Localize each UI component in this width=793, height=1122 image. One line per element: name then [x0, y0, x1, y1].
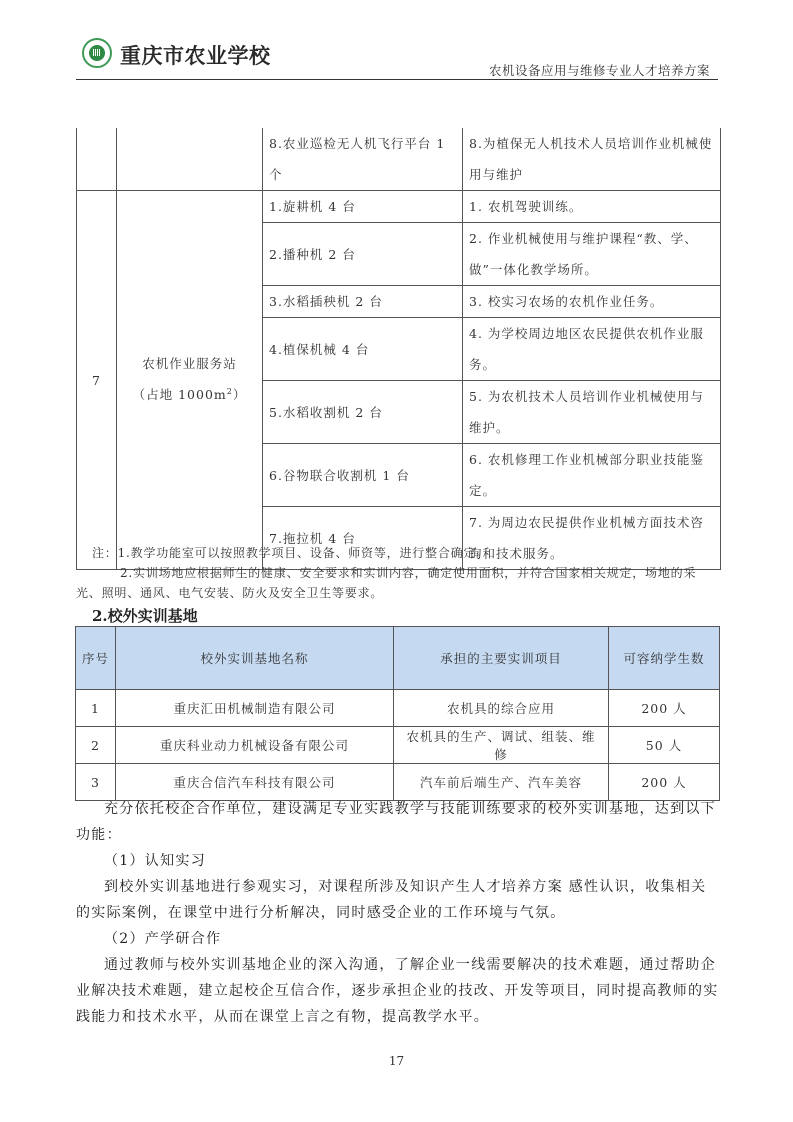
cell-project: 农机具的综合应用 [394, 690, 609, 727]
page-number: 17 [388, 1054, 405, 1068]
cell-base-name: 重庆合信汽车科技有限公司 [116, 764, 394, 801]
column-header: 校外实训基地名称 [116, 627, 394, 690]
table-row [76, 764, 720, 801]
cell-project: 农机具的生产、调试、组装、维修 [394, 727, 609, 764]
function-cell: 3. 校实习农场的农机作业任务。 [463, 286, 721, 318]
function-cell: 5. 为农机技术人员培训作业机械使用与维护。 [463, 381, 721, 444]
header-rule [76, 79, 718, 80]
cell-capacity: 200 人 [609, 690, 720, 727]
cell-capacity: 200 人 [609, 764, 720, 801]
item1-paragraph: 到校外实训基地进行参观实习，对课程所涉及知识产生人才培养方案 感性认识，收集相关的实际案例，在课堂中进行分析解决，同时感受企业的工作环境与气氛。 [76, 879, 707, 921]
column-header: 可容纳学生数 [609, 627, 720, 690]
cell-base-name: 重庆科业动力机械设备有限公司 [116, 727, 394, 764]
cell-index: 3 [76, 764, 116, 801]
cell-project: 汽车前后端生产、汽车美容 [394, 764, 609, 801]
body-text [76, 796, 720, 1030]
function-cell: 8.为植保无人机技术人员培训作业机械使用与维护 [463, 128, 721, 191]
equipment-cell: 4.植保机械 4 台 [263, 318, 463, 381]
facilities-table [76, 128, 721, 570]
equipment-cell: 5.水稻收割机 2 台 [263, 381, 463, 444]
document-title: 农机设备应用与维修专业人才培养方案 [488, 63, 710, 78]
equipment-cell: 3.水稻插秧机 2 台 [263, 286, 463, 318]
cell-index: 1 [76, 690, 116, 727]
equipment-cell: 2.播种机 2 台 [263, 223, 463, 286]
facility-area-suffix: ） [232, 387, 247, 403]
function-cell: 4. 为学校周边地区农民提供农机作业服务。 [463, 318, 721, 381]
item1-title: （1）认知实习 [104, 853, 207, 869]
external-bases-table [75, 626, 720, 801]
table-header-row [76, 627, 720, 690]
function-cell: 2. 作业机械使用与维护课程“教、学、做”一体化教学场所。 [463, 223, 721, 286]
equipment-cell: 1.旋耕机 4 台 [263, 191, 463, 223]
equipment-cell: 6.谷物联合收割机 1 台 [263, 444, 463, 507]
cell-base-name: 重庆汇田机械制造有限公司 [116, 690, 394, 727]
function-cell: 1. 农机驾驶训练。 [463, 191, 721, 223]
table-notes [76, 543, 720, 603]
note-2: 2.实训场地应根据师生的健康、安全要求和实训内容，确定使用面积，并符合国家相关规定，场地的采光、照明、通风、电气安装、防火及安全卫生等要求。 [76, 566, 697, 600]
page-header [76, 36, 718, 80]
table-row [77, 191, 721, 223]
row-index [77, 128, 117, 191]
note-1: 注：1.教学功能室可以按照教学项目、设备、师资等，进行整合确定。 [92, 546, 490, 560]
logo-building [93, 49, 101, 56]
intro-paragraph: 充分依托校企合作单位，建设满足专业实践教学与技能训练要求的校外实训基地，达到以下功能： [76, 801, 716, 843]
table-row [76, 690, 720, 727]
cell-index: 2 [76, 727, 116, 764]
column-header: 承担的主要实训项目 [394, 627, 609, 690]
function-cell: 7. 为周边农民提供作业机械方面技术咨询和技术服务。 [463, 507, 721, 570]
table-row [76, 727, 720, 764]
facility-name [117, 128, 263, 191]
section-heading: 2.校外实训基地 [92, 607, 198, 625]
facility-name-line1: 农机作业服务站 [142, 356, 237, 372]
equipment-cell: 8.农业巡检无人机飞行平台 1 个 [263, 128, 463, 191]
item2-paragraph: 通过教师与校外实训基地企业的深入沟通，了解企业一线需要解决的技术难题，通过帮助企业解决技术难题，建立起校企互信合作，逐步承担企业的技改、开发等项目，同时提高教师的实践能力和技术水平，从而在课堂上言之有物，提高教学水平。 [76, 957, 719, 1025]
school-logo-icon [82, 38, 112, 68]
cell-capacity: 50 人 [609, 727, 720, 764]
equipment-cell: 7.拖拉机 4 台 [263, 507, 463, 570]
function-cell: 6. 农机修理工作业机械部分职业技能鉴定。 [463, 444, 721, 507]
item2-title: （2）产学研合作 [104, 931, 222, 947]
school-name: 重庆市农业学校 [120, 43, 271, 68]
table-row [77, 128, 721, 191]
facility-area-prefix: （占地 1000m [132, 387, 227, 403]
row-index: 7 [77, 191, 117, 570]
facility-area-sup: 2 [226, 387, 233, 397]
facility-name [117, 191, 263, 570]
column-header: 序号 [76, 627, 116, 690]
